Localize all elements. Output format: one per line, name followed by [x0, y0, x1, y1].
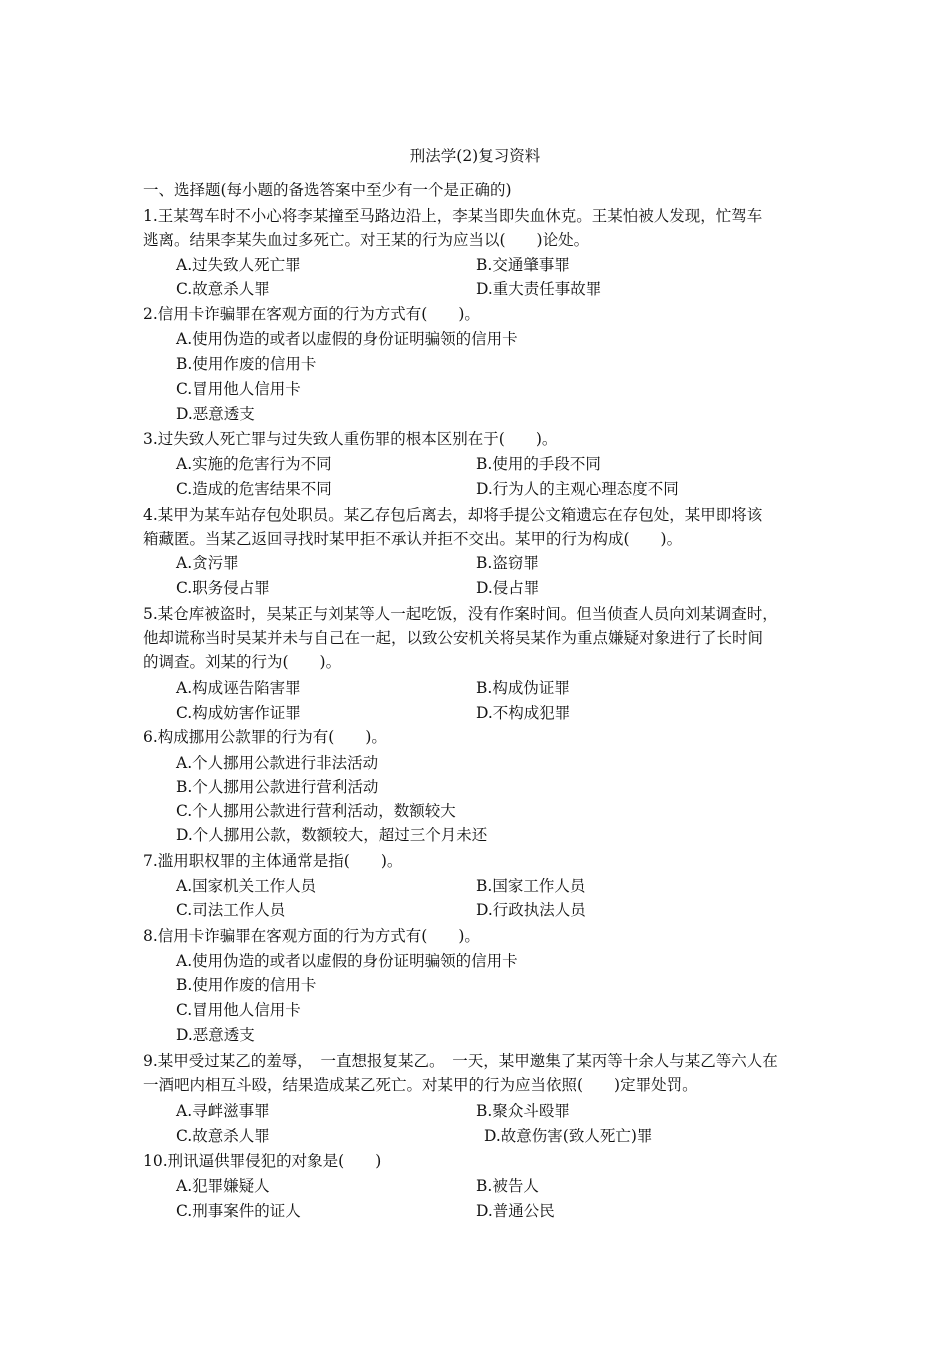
- question-2-option-b: B.使用作废的信用卡: [176, 355, 317, 373]
- question-7-option-d: D.行政执法人员: [476, 901, 586, 919]
- question-10-option-c: C.刑事案件的证人: [176, 1202, 301, 1220]
- question-10-option-b: B.被告人: [476, 1177, 539, 1195]
- question-5-stem-cont: 他却谎称当时吴某并未与自己在一起，以致公安机关将吴某作为重点嫌疑对象进行了长时间: [143, 629, 764, 647]
- question-1-option-d: D.重大责任事故罪: [476, 280, 602, 298]
- question-9-option-a: A.寻衅滋事罪: [176, 1102, 270, 1120]
- question-7-option-b: B.国家工作人员: [476, 877, 586, 895]
- question-3-option-c: C.造成的危害结果不同: [176, 480, 332, 498]
- question-5-option-a: A.构成诬告陷害罪: [176, 679, 301, 697]
- question-3-option-d: D.行为人的主观心理态度不同: [476, 480, 679, 498]
- question-4-option-d: D.侵占罪: [476, 579, 540, 597]
- question-9-stem: 9.某甲受过某乙的羞辱， 一直想报复某乙。 一天，某甲邀集了某丙等十余人与某乙等六人在: [143, 1052, 778, 1070]
- question-3-stem: 3.过失致人死亡罪与过失致人重伤罪的根本区别在于( )。: [143, 430, 558, 448]
- document-title: 刑法学(2)复习资料: [409, 147, 541, 165]
- question-2-option-c: C.冒用他人信用卡: [176, 380, 301, 398]
- question-1-option-a: A.过失致人死亡罪: [176, 256, 301, 274]
- question-9-option-c: C.故意杀人罪: [176, 1127, 270, 1145]
- question-6-option-b: B.个人挪用公款进行营利活动: [176, 778, 379, 796]
- question-8-option-b: B.使用作废的信用卡: [176, 976, 317, 994]
- question-9-option-b: B.聚众斗殴罪: [476, 1102, 570, 1120]
- question-8-stem: 8.信用卡诈骗罪在客观方面的行为方式有( )。: [143, 927, 480, 945]
- section-heading: 一、选择题(每小题的备选答案中至少有一个是正确的): [143, 181, 512, 199]
- question-1-option-c: C.故意杀人罪: [176, 280, 270, 298]
- question-2-option-d: D.恶意透支: [176, 405, 255, 423]
- question-9-stem-cont: 一酒吧内相互斗殴，结果造成某乙死亡。对某甲的行为应当依照( )定罪处罚。: [143, 1076, 698, 1094]
- question-4-option-b: B.盗窃罪: [476, 554, 539, 572]
- question-7-stem: 7.滥用职权罪的主体通常是指( )。: [143, 852, 403, 870]
- question-4-stem-cont: 箱藏匿。当某乙返回寻找时某甲拒不承认并拒不交出。某甲的行为构成( )。: [143, 530, 683, 548]
- question-9-option-d: D.故意伤害(致人死亡)罪: [484, 1127, 653, 1145]
- question-6-stem: 6.构成挪用公款罪的行为有( )。: [143, 728, 387, 746]
- question-5-stem-cont2: 的调查。刘某的行为( )。: [143, 653, 342, 671]
- question-8-option-a: A.使用伪造的或者以虚假的身份证明骗领的信用卡: [176, 952, 518, 970]
- question-5-option-d: D.不构成犯罪: [476, 704, 571, 722]
- question-10-option-d: D.普通公民: [476, 1202, 555, 1220]
- question-3-option-a: A.实施的危害行为不同: [176, 455, 332, 473]
- question-2-option-a: A.使用伪造的或者以虚假的身份证明骗领的信用卡: [176, 330, 518, 348]
- question-4-stem: 4.某甲为某车站存包处职员。某乙存包后离去，却将手提公文箱遗忘在存包处，某甲即将该: [143, 506, 763, 524]
- question-1-option-b: B.交通肇事罪: [476, 256, 570, 274]
- question-7-option-a: A.国家机关工作人员: [176, 877, 317, 895]
- question-7-option-c: C.司法工作人员: [176, 901, 286, 919]
- question-1-stem: 1.王某驾车时不小心将李某撞至马路边沿上，李某当即失血休克。王某怕被人发现，忙驾车: [143, 207, 763, 225]
- question-4-option-a: A.贪污罪: [176, 554, 239, 572]
- question-10-stem: 10.刑讯逼供罪侵犯的对象是( ): [143, 1152, 382, 1170]
- question-5-option-c: C.构成妨害作证罪: [176, 704, 301, 722]
- question-8-option-d: D.恶意透支: [176, 1026, 255, 1044]
- question-1-stem-cont: 逃离。结果李某失血过多死亡。对王某的行为应当以( )论处。: [143, 231, 590, 249]
- question-6-option-c: C.个人挪用公款进行营利活动，数额较大: [176, 802, 456, 820]
- question-5-option-b: B.构成伪证罪: [476, 679, 570, 697]
- question-6-option-a: A.个人挪用公款进行非法活动: [176, 754, 379, 772]
- question-10-option-a: A.犯罪嫌疑人: [176, 1177, 270, 1195]
- question-2-stem: 2.信用卡诈骗罪在客观方面的行为方式有( )。: [143, 305, 480, 323]
- question-5-stem: 5.某仓库被盗时，吴某正与刘某等人一起吃饭，没有作案时间。但当侦查人员向刘某调查时，: [143, 605, 778, 623]
- question-3-option-b: B.使用的手段不同: [476, 455, 601, 473]
- question-8-option-c: C.冒用他人信用卡: [176, 1001, 301, 1019]
- question-6-option-d: D.个人挪用公款，数额较大，超过三个月未还: [176, 826, 488, 844]
- question-4-option-c: C.职务侵占罪: [176, 579, 270, 597]
